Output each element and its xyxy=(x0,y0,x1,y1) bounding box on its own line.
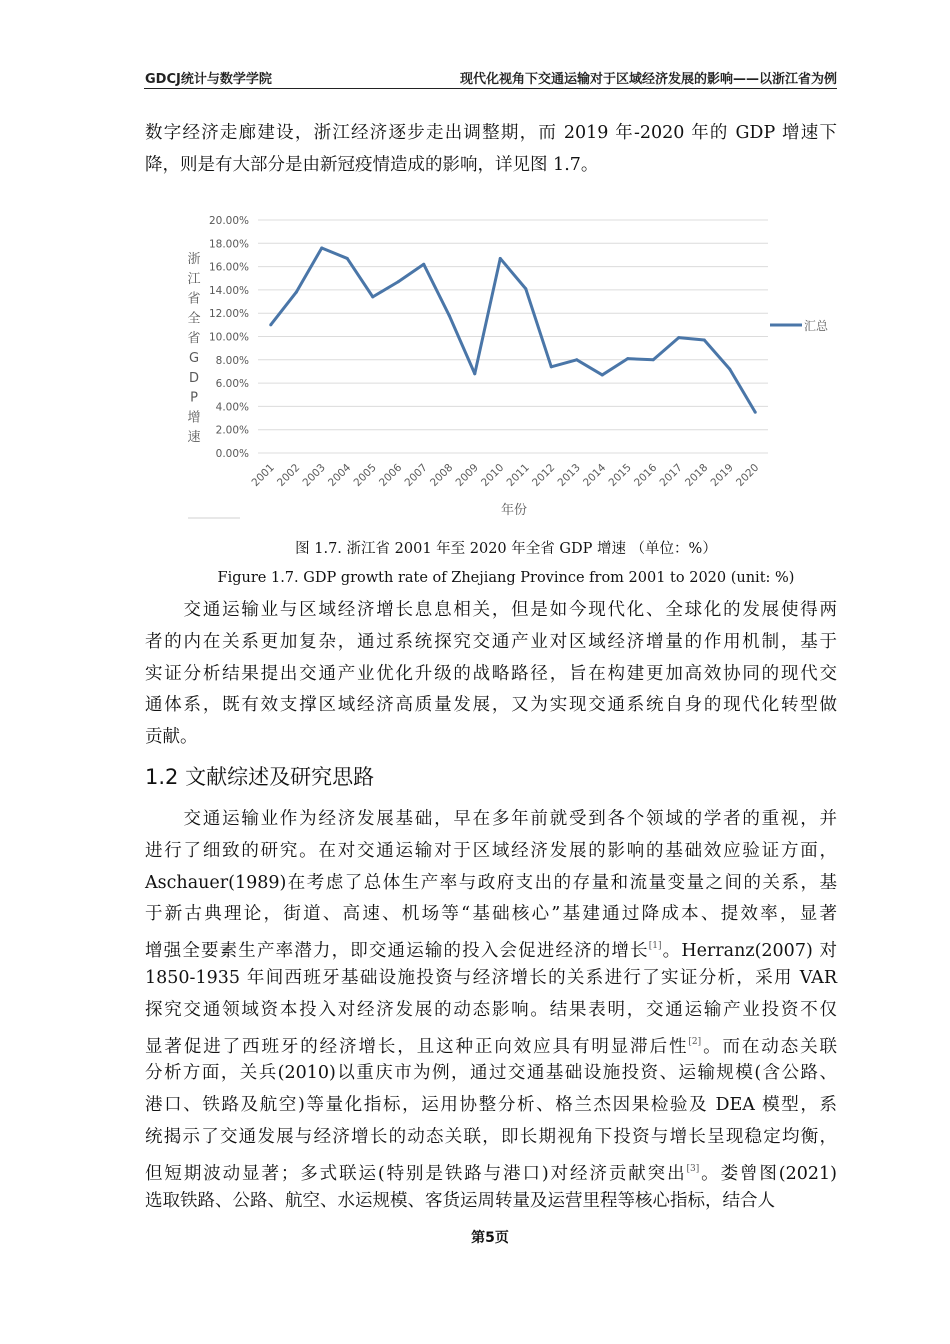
y-axis-title-char: P xyxy=(190,390,198,406)
y-tick-label: 16.00% xyxy=(208,261,249,274)
y-tick-label: 4.00% xyxy=(215,401,249,414)
y-axis-title-char: 浙 xyxy=(187,252,201,267)
data-point xyxy=(295,291,298,294)
data-point xyxy=(422,263,425,266)
x-tick-label: 2010 xyxy=(478,461,507,490)
text-segment: 实证分析结果提出交通产业优化升级的战略路径，旨在构建更加高效协同的现代交 xyxy=(145,663,837,684)
citation-ref: [3] xyxy=(686,1163,700,1174)
y-axis-title-char: 速 xyxy=(187,430,201,446)
text-line xyxy=(145,1061,837,1085)
y-tick-label: 20.00% xyxy=(208,215,249,227)
figure-caption-cn: 图 1.7. 浙江省 2001 年至 2020 年全省 GDP 增速 （单位：%） xyxy=(295,541,717,557)
data-point xyxy=(524,287,527,290)
y-axis-title-char: 省 xyxy=(187,331,201,347)
data-point xyxy=(550,365,553,368)
y-axis-title-char: 省 xyxy=(187,291,201,307)
y-axis-title-char: 增 xyxy=(187,410,201,426)
text-line xyxy=(145,1189,837,1213)
data-point xyxy=(652,358,655,361)
text-line xyxy=(145,934,837,962)
text-segment: 于新古典理论，街道、高速、机场等“基础核心”基建通过降成本、提效率，显著 xyxy=(145,904,837,925)
text-segment: 1850-1935 年间西班牙基础设施投资与经济增长的关系进行了实证分析，采用 VAR xyxy=(145,968,837,988)
x-tick-label: 2003 xyxy=(300,461,328,490)
text-line xyxy=(145,871,837,895)
y-tick-label: 12.00% xyxy=(208,308,249,321)
text-segment: 港口、铁路及航空)等量化指标，运用协整分析、格兰杰因果检验及 DEA 模型，系 xyxy=(145,1095,837,1116)
data-point xyxy=(677,336,680,339)
text-line xyxy=(145,966,837,990)
series-line-汇总 xyxy=(271,248,756,412)
y-axis-title-char: G xyxy=(188,351,200,366)
x-tick-label: 2016 xyxy=(631,461,660,490)
figure-caption-en: Figure 1.7. GDP growth rate of Zhejiang Province from 2001 to 2020 (unit: %) xyxy=(217,570,795,586)
text-segment: 探究交通领域资本投入对经济发展的动态影响。结果表明，交通运输产业投资不仅 xyxy=(145,999,837,1020)
y-axis-title-char: 江 xyxy=(187,271,201,287)
text-line xyxy=(145,1125,837,1149)
text-segment: 。娄曾图(2021) xyxy=(699,1163,837,1184)
y-tick-label: 2.00% xyxy=(215,424,249,437)
text-line xyxy=(145,693,837,717)
data-point xyxy=(601,373,604,376)
x-tick-label: 2005 xyxy=(351,461,379,490)
gdp-growth-line-chart xyxy=(0,0,950,540)
text-segment: 进行了细致的研究。在对交通运输对于区域经济发展的影响的基础效应验证方面， xyxy=(145,840,837,861)
text-segment: 。而在动态关联 xyxy=(701,1036,838,1057)
text-line xyxy=(145,598,837,622)
text-segment: 选取铁路、公路、航空、水运规模、客货运周转量及运营里程等核心指标，结合人 xyxy=(145,1190,775,1211)
x-tick-label: 2015 xyxy=(606,461,634,490)
data-point xyxy=(397,280,400,283)
text-line xyxy=(145,725,837,749)
x-tick-label: 2004 xyxy=(325,461,354,490)
text-segment: 通体系，既有效支撑区域经济高质量发展，又为实现交通系统自身的现代化转型做 xyxy=(145,695,837,716)
x-tick-label: 2013 xyxy=(555,461,583,490)
data-point xyxy=(320,246,323,249)
y-axis-title-char: 全 xyxy=(187,311,201,327)
data-point xyxy=(728,368,731,371)
text-line xyxy=(145,839,837,863)
x-tick-label: 2019 xyxy=(708,461,736,490)
x-tick-label: 2006 xyxy=(376,461,405,490)
y-tick-label: 14.00% xyxy=(208,284,249,297)
x-tick-label: 2001 xyxy=(249,461,277,490)
text-segment: 但短期波动显著；多式联运(特别是铁路与港口)对经济贡献突出 xyxy=(145,1163,687,1184)
text-line xyxy=(145,902,837,926)
x-tick-label: 2002 xyxy=(274,461,303,490)
header-institution: GDCJ统计与数学学院 xyxy=(145,72,272,87)
x-tick-label: 2008 xyxy=(427,461,456,490)
x-tick-label: 2012 xyxy=(529,461,558,490)
y-tick-label: 8.00% xyxy=(215,354,249,367)
data-point xyxy=(371,295,374,298)
text-segment: 分析方面，关兵(2010)以重庆市为例，通过交通基础设施投资、运输规模(含公路、 xyxy=(145,1063,837,1084)
x-tick-label: 2011 xyxy=(504,461,532,490)
x-tick-label: 2007 xyxy=(402,461,430,490)
text-line xyxy=(145,630,837,654)
data-point xyxy=(703,338,706,341)
x-tick-label: 2020 xyxy=(733,461,762,490)
y-tick-label: 6.00% xyxy=(215,378,249,391)
section-heading: 1.2 文献综述及研究思路 xyxy=(145,765,375,789)
data-point xyxy=(626,357,629,360)
text-line xyxy=(145,662,837,686)
data-point xyxy=(575,358,578,361)
page-number: 第5页 xyxy=(471,1230,509,1246)
text-segment: 降，则是有大部分是由新冠疫情造成的影响，详见图 1.7。 xyxy=(145,154,599,175)
y-tick-label: 18.00% xyxy=(208,238,249,251)
data-point xyxy=(269,323,272,326)
x-tick-label: 2014 xyxy=(580,461,609,490)
text-segment: 交通运输业作为经济发展基础，早在多年前就受到各个领域的学者的重视，并 xyxy=(145,809,837,829)
header-title: 现代化视角下交通运输对于区域经济发展的影响——以浙江省为例 xyxy=(459,72,837,87)
legend-label: 汇总 xyxy=(804,319,829,333)
text-segment: 增强全要素生产率潜力，即交通运输的投入会促进经济的增长 xyxy=(145,941,649,962)
x-tick-label: 2018 xyxy=(682,461,711,490)
text-segment: 。Herranz(2007) 对 xyxy=(661,941,837,962)
text-line xyxy=(145,807,837,831)
data-point xyxy=(499,257,502,260)
x-tick-label: 2017 xyxy=(657,461,685,490)
text-segment: 交通运输业与区域经济增长息息相关，但是如今现代化、全球化的发展使得两 xyxy=(145,600,837,620)
data-point xyxy=(473,372,476,375)
text-segment: 贡献。 xyxy=(145,727,198,748)
x-axis-title: 年份 xyxy=(500,503,528,518)
text-line xyxy=(145,1093,837,1117)
y-axis-title-char: D xyxy=(188,370,200,386)
data-point xyxy=(448,314,451,317)
citation-ref: [1] xyxy=(648,941,662,952)
text-segment: Aschauer(1989)在考虑了总体生产率与政府支出的存量和流量变量之间的关系，基 xyxy=(145,872,837,893)
citation-ref: [2] xyxy=(688,1036,702,1047)
data-point xyxy=(346,257,349,260)
x-tick-label: 2009 xyxy=(453,461,481,490)
y-tick-label: 0.00% xyxy=(215,448,249,460)
text-segment: 者的内在关系更加复杂，通过系统探究交通产业对区域经济增量的作用机制，基于 xyxy=(145,631,837,652)
text-line xyxy=(145,1030,838,1057)
data-point xyxy=(754,411,757,414)
text-line xyxy=(145,1157,837,1184)
text-line xyxy=(145,998,837,1022)
y-tick-label: 10.00% xyxy=(208,331,249,344)
text-segment: 数字经济走廊建设，浙江经济逐步走出调整期，而 2019 年-2020 年的 GDP 增速下 xyxy=(145,123,837,143)
text-segment: 显著促进了西班牙的经济增长，且这种正向效应具有明显滞后性 xyxy=(145,1036,689,1057)
text-segment: 统揭示了交通发展与经济增长的动态关联，即长期视角下投资与增长呈现稳定均衡， xyxy=(145,1127,837,1147)
